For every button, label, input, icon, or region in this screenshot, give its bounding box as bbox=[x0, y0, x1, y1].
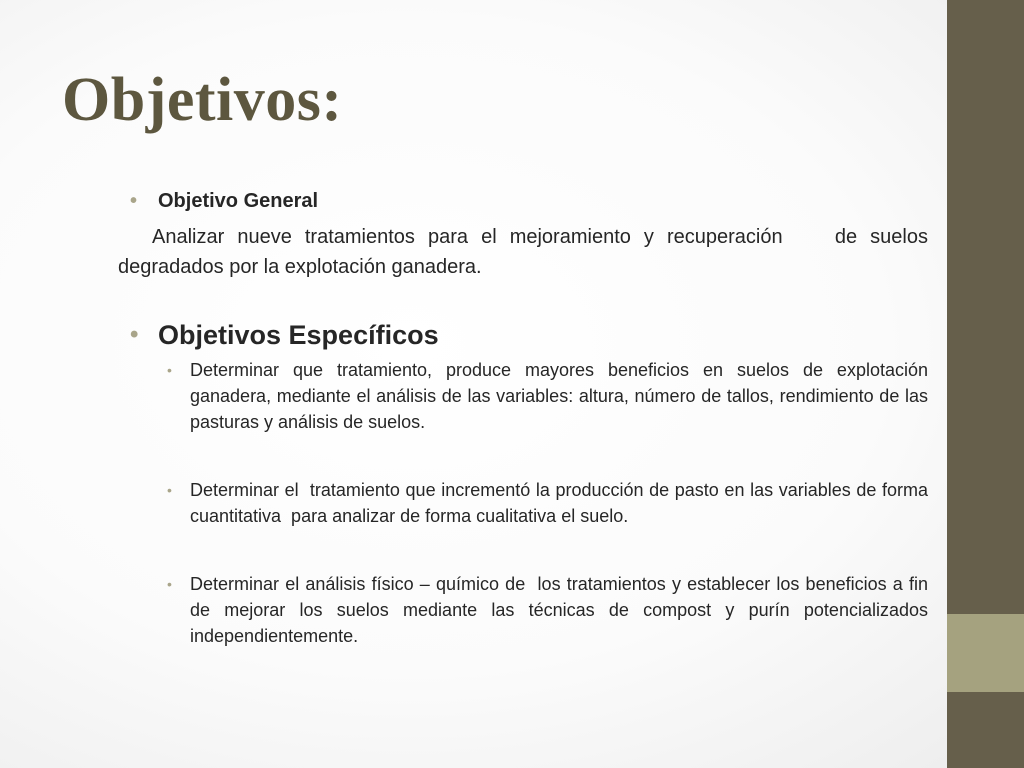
bullet-icon: • bbox=[167, 482, 172, 498]
bullet-icon: • bbox=[130, 321, 139, 348]
bullet-icon: • bbox=[167, 576, 172, 592]
specific-objective-text: Determinar que tratamiento, produce mayores beneficios en suelos de explotación ganadera, mediante el análisis de las variables: altura, número de tallos, rendimiento de las pasturas y análisis de suelos. bbox=[190, 360, 934, 432]
bullet-icon: • bbox=[130, 190, 138, 212]
sidebar-band bbox=[947, 0, 1024, 768]
specific-objective-item bbox=[118, 571, 934, 649]
bullet-icon: • bbox=[167, 362, 172, 378]
general-objective-heading-text: Objetivo General bbox=[158, 190, 319, 212]
general-objective-heading bbox=[118, 186, 928, 216]
specific-objective-text: Determinar el tratamiento que incrementó la producción de pasto en las variables de forma cuantitativa para analizar de forma cualitativa el suelo. bbox=[190, 480, 934, 526]
slide-content bbox=[118, 186, 940, 649]
specific-objectives-heading-text: Objetivos Específicos bbox=[158, 320, 439, 350]
sidebar-accent-block bbox=[947, 614, 1024, 692]
specific-objective-item bbox=[118, 477, 934, 529]
general-objective-text: Analizar nueve tratamientos para el mejoramiento y recuperación de suelos degradados por la explotación ganadera. bbox=[118, 226, 940, 278]
specific-objectives-heading bbox=[118, 318, 928, 352]
specific-objective-item bbox=[118, 357, 934, 435]
specific-objective-text: Determinar el análisis físico – químico de los tratamientos y establecer los beneficios a fin de mejorar los suelos mediante las técnicas de compost y purín potencializados independientemente. bbox=[190, 574, 934, 646]
slide-title: Objetivos: bbox=[62, 66, 343, 134]
